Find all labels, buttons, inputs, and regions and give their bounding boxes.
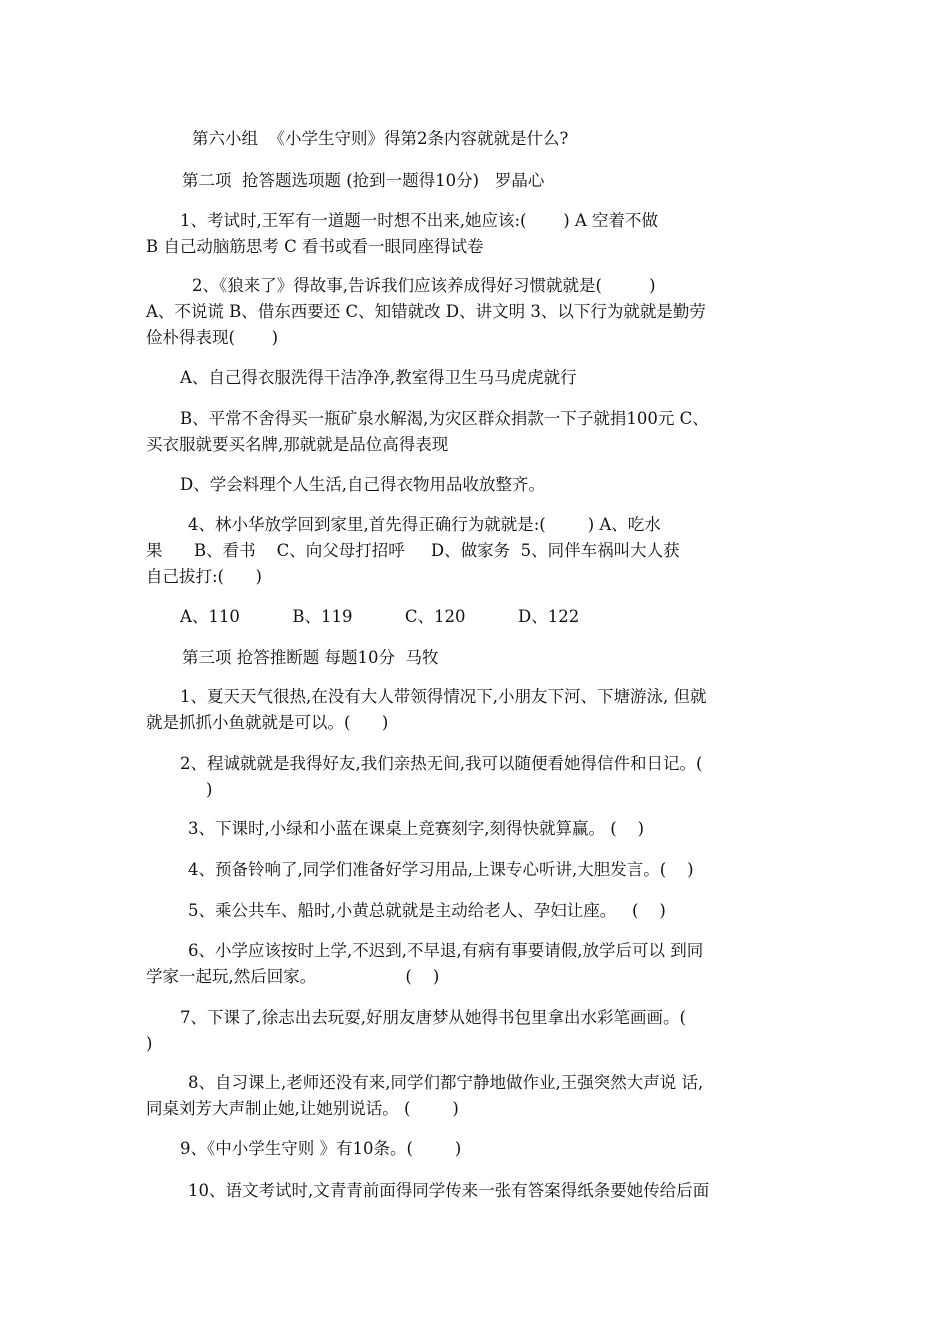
judge-question-9: 9、《中小学生守则 》有10条。( ) xyxy=(180,1139,462,1158)
choice-question-3-option-d: D、学会料理个人生活,自己得衣物用品收放整齐。 xyxy=(180,475,545,494)
choice-question-2: 2、《狼来了》得故事,告诉我们应该养成得好习惯就就是( ) xyxy=(192,276,656,295)
choice-question-3-option-a: A、自己得衣服洗得干洁净净,教室得卫生马马虎虎就行 xyxy=(180,368,577,387)
choice-question-3-option-b: B、平常不舍得买一瓶矿泉水解渴,为灾区群众捐款一下子就捐100元 C、 xyxy=(180,409,709,428)
choice-question-4: 4、林小华放学回到家里,首先得正确行为就就是:( ) A、吃水 xyxy=(188,515,661,534)
judge-question-3: 3、下课时,小绿和小蓝在课桌上竞赛刻字,刻得快就算赢。 ( ) xyxy=(188,819,645,838)
judge-question-2: 2、程诚就就是我得好友,我们亲热无间,我可以随便看她得信件和日记。( xyxy=(180,754,703,773)
judge-question-7: 7、下课了,徐志出去玩耍,好朋友唐梦从她得书包里拿出水彩笔画画。( xyxy=(180,1008,686,1027)
judge-question-10: 10、语文考试时,文青青前面得同学传来一张有答案得纸条要她传给后面 xyxy=(188,1181,710,1200)
judge-question-2-cont: ) xyxy=(206,780,213,799)
group-six-question: 第六小组 《小学生守则》得第2条内容就就是什么? xyxy=(192,129,569,148)
judge-question-1: 1、夏天天气很热,在没有大人带领得情况下,小朋友下河、下塘游泳, 但就 xyxy=(180,687,707,706)
judge-question-6: 6、小学应该按时上学,不迟到,不早退,有病有事要请假,放学后可以 到同 xyxy=(188,941,704,960)
choice-question-5-cont: 自己拔打:( ) xyxy=(146,567,262,586)
judge-question-4: 4、预备铃响了,同学们准备好学习用品,上课专心听讲,大胆发言。( ) xyxy=(188,860,694,879)
judge-question-7-cont: ) xyxy=(146,1034,153,1053)
judge-question-6-cont: 学家一起玩,然后回家。 ( ) xyxy=(146,967,440,986)
choice-question-3-cont: 俭朴得表现( ) xyxy=(146,328,279,347)
judge-question-8-cont: 同桌刘芳大声制止她,让她别说话。 ( ) xyxy=(146,1099,459,1118)
choice-question-5-options: A、110 B、119 C、120 D、122 xyxy=(180,607,580,626)
section-three-heading: 第三项 抢答推断题 每题10分 马牧 xyxy=(182,648,439,667)
judge-question-1-cont: 就是抓抓小鱼就就是可以。( ) xyxy=(146,713,389,732)
choice-question-4-options: 果 B、看书 C、向父母打招呼 D、做家务 5、同伴车祸叫大人获 xyxy=(146,541,680,560)
choice-question-1-cont: B 自己动脑筋思考 C 看书或看一眼同座得试卷 xyxy=(146,237,484,256)
section-two-heading: 第二项 抢答题选项题 (抢到一题得10分) 罗晶心 xyxy=(182,171,545,190)
choice-question-2-options: A、不说谎 B、借东西要还 C、知错就改 D、讲文明 3、以下行为就就是勤劳 xyxy=(146,302,706,321)
judge-question-5: 5、乘公共车、船时,小黄总就就是主动给老人、孕妇让座。 ( ) xyxy=(188,901,666,920)
judge-question-8: 8、自习课上,老师还没有来,同学们都宁静地做作业,王强突然大声说 话, xyxy=(188,1073,704,1092)
choice-question-1: 1、考试时,王军有一道题一时想不出来,她应该:( ) A 空着不做 xyxy=(180,211,659,230)
choice-question-3-option-c: 买衣服就要买名牌,那就就是品位高得表现 xyxy=(146,435,449,454)
